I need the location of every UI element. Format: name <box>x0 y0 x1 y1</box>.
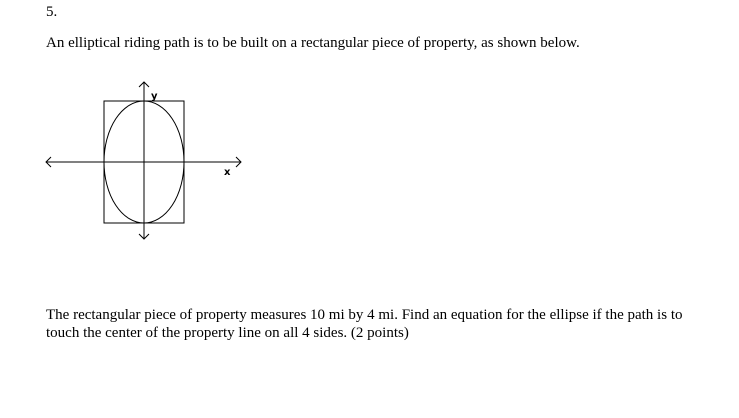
property-rectangle <box>104 101 184 223</box>
x-axis-right-arrow <box>236 157 241 167</box>
y-axis-bottom-arrow <box>139 234 149 239</box>
y-axis-label: y <box>151 91 158 102</box>
riding-path-ellipse <box>104 101 184 223</box>
question-problem: The rectangular piece of property measures 10 mi by 4 mi. Find an equation for the ellipse if the path is to touch the center of the property line on all 4 sides. (2 points) <box>46 307 683 341</box>
question-number: 5. <box>46 4 58 20</box>
y-axis-top-arrow <box>139 82 149 87</box>
x-axis-left-arrow <box>46 157 51 167</box>
x-axis-label: x <box>224 167 231 178</box>
question-intro: An elliptical riding path is to be built on a rectangular piece of property, as shown below. <box>46 35 580 51</box>
